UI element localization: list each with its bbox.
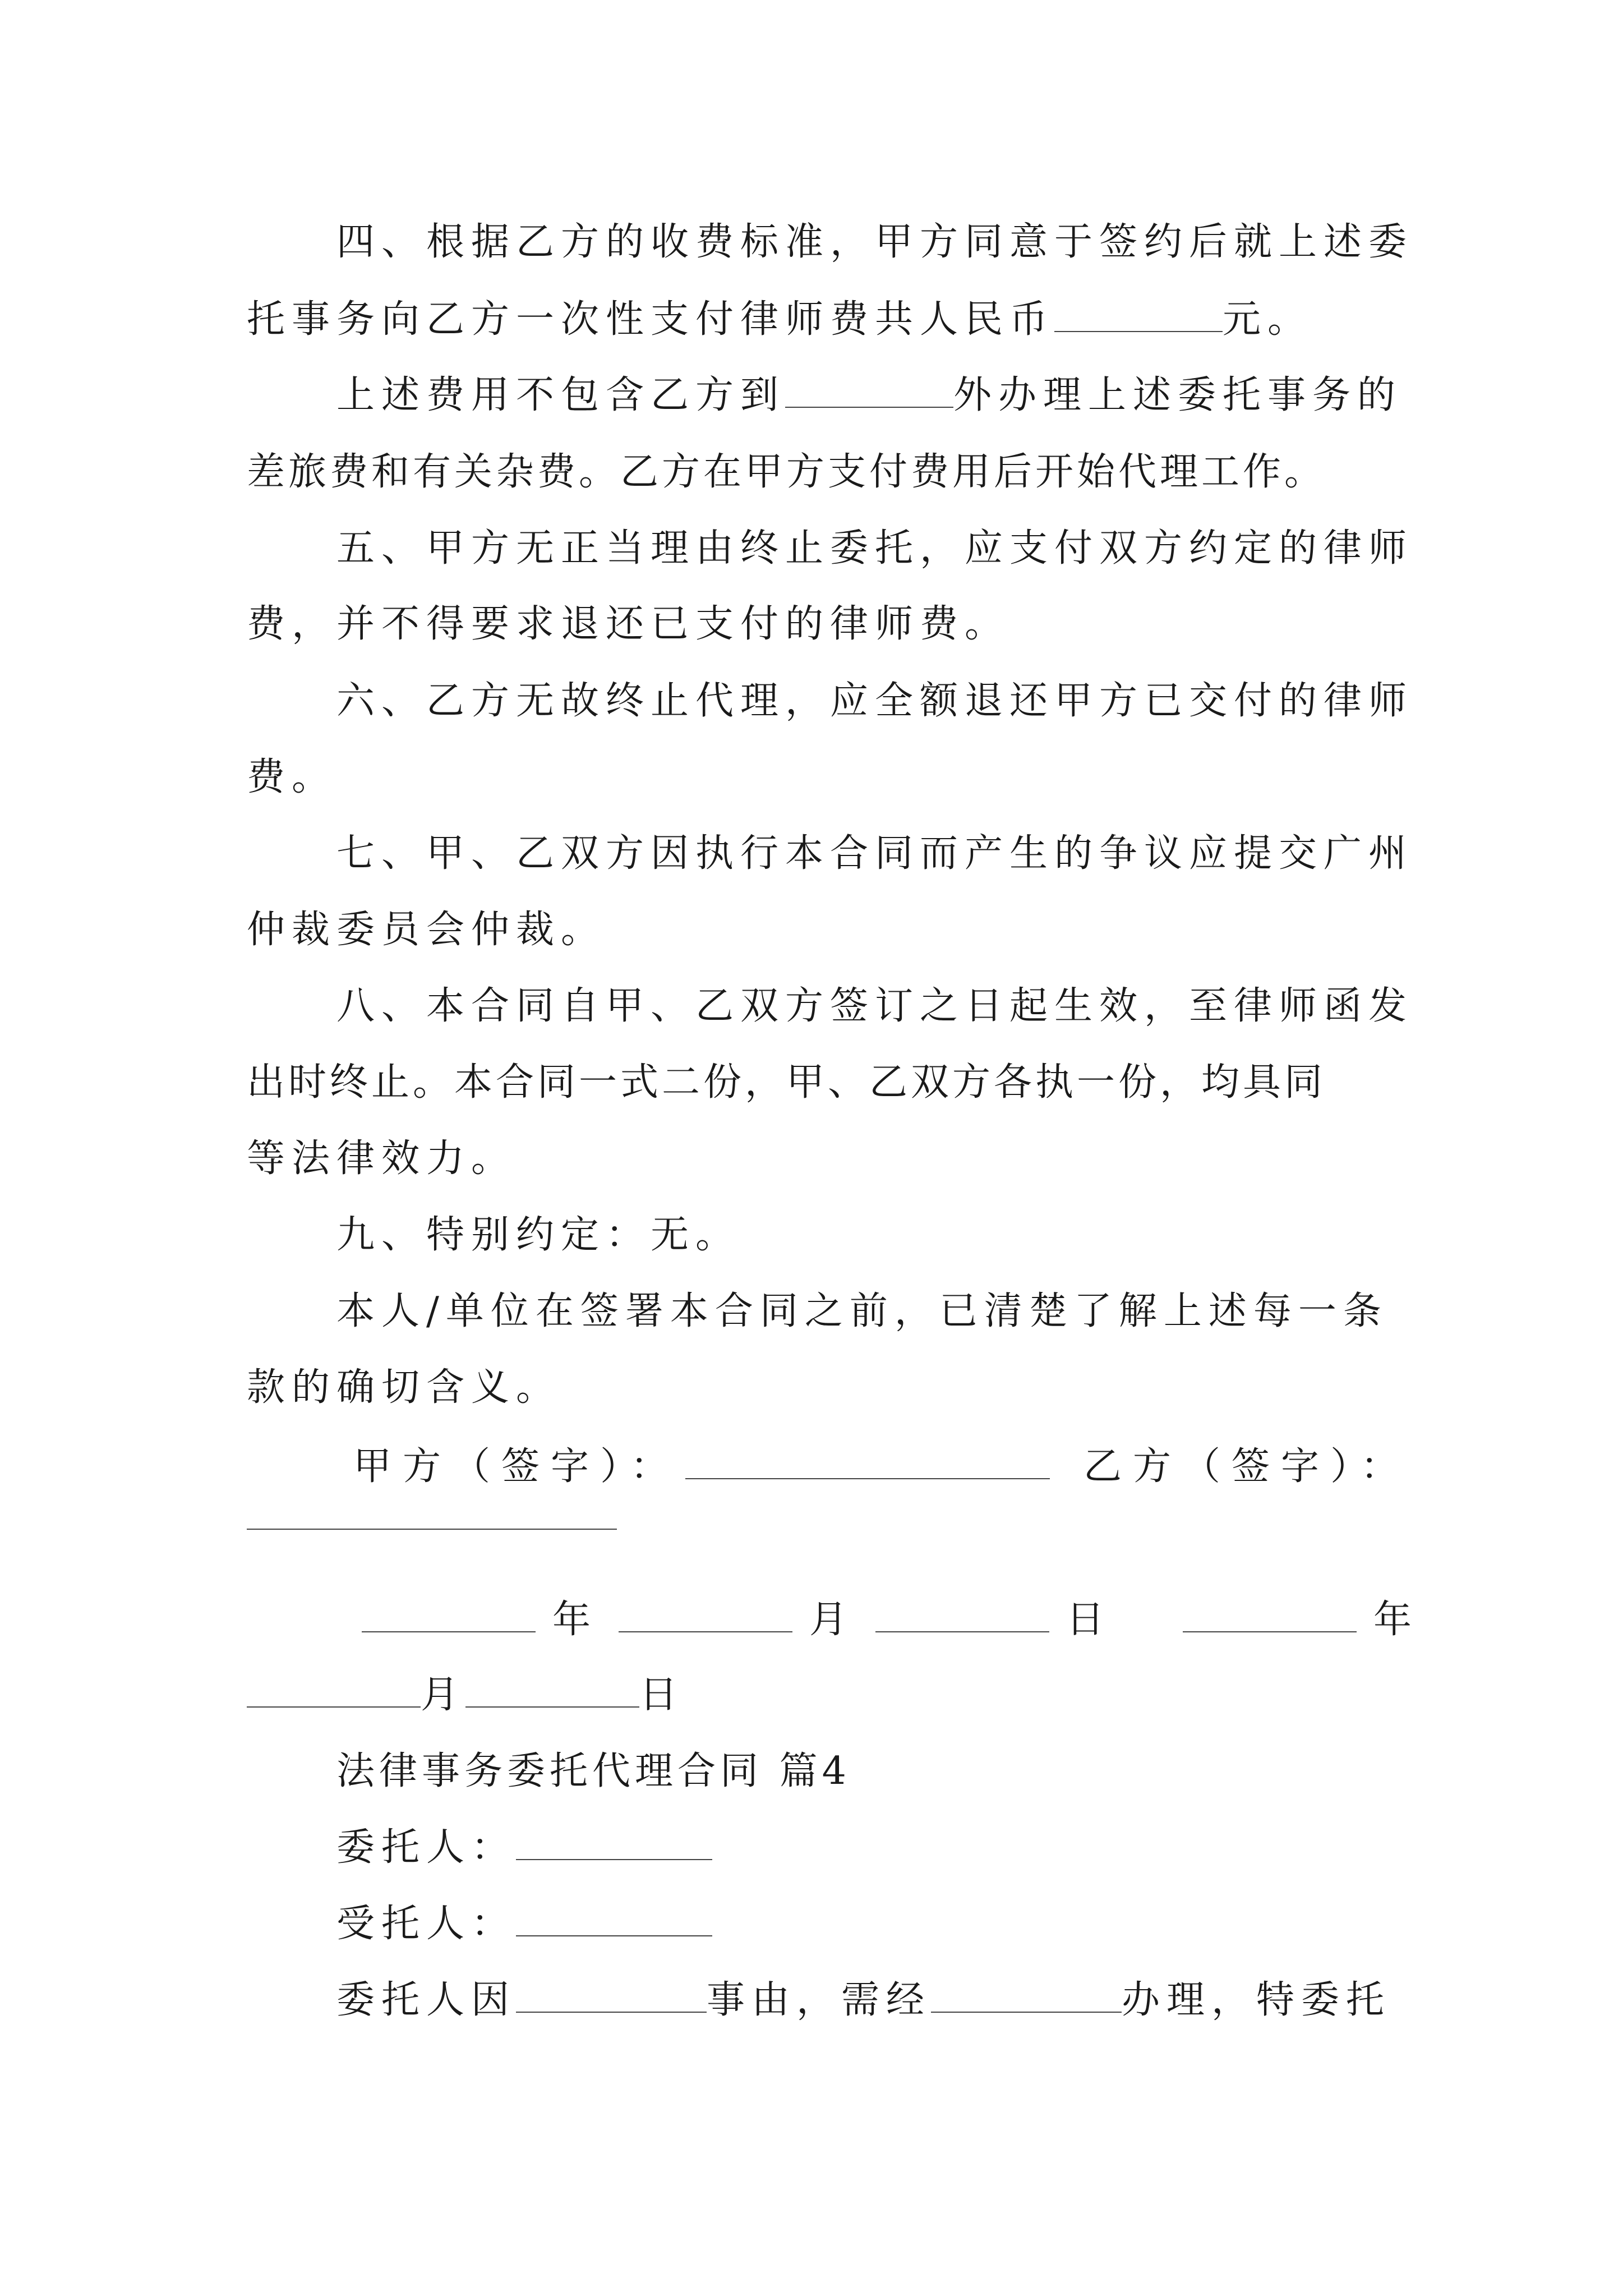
handler-blank[interactable] — [931, 1978, 1122, 2013]
entrust-reason-line: 委托人因 事由，需经 办理，特委托 — [336, 1978, 1391, 2022]
client-line: 委托人： — [247, 1820, 1385, 1876]
party-a-year-blank[interactable] — [362, 1598, 536, 1632]
clause-eight-line-1: 八、本合同自甲、乙双方签订之日起生效，至律师函发 — [336, 984, 1414, 1028]
clause-six-line-1: 六、乙方无故终止代理，应全额退还甲方已交付的律师 — [336, 679, 1414, 723]
agent-line: 受托人： — [247, 1896, 1385, 1952]
clause-five-line-1: 五、甲方无正当理由终止委托，应支付双方约定的律师 — [336, 526, 1414, 570]
paragraph-fee-line-1: 四、根据乙方的收费标准，甲方同意于签约后就上述委 — [336, 220, 1414, 264]
party-b-year-blank[interactable] — [1183, 1598, 1357, 1632]
section-heading: 法律事务委托代理合同 篇4 — [336, 1749, 851, 1793]
acknowledgement-line-2: 款的确切含义。 — [247, 1365, 561, 1410]
agent-blank[interactable] — [516, 1902, 712, 1936]
party-a-month-blank[interactable] — [619, 1598, 792, 1632]
date-line-1: 年 月 日 年 — [247, 1592, 1385, 1648]
clause-five-line-2: 费，并不得要求退还已支付的律师费。 — [247, 602, 1010, 646]
party-b-day-blank[interactable] — [465, 1673, 639, 1708]
party-a-day-blank[interactable] — [875, 1598, 1049, 1632]
party-b-signature-blank[interactable] — [247, 1529, 617, 1530]
clause-nine: 九、特别约定：无。 — [336, 1213, 741, 1257]
clause-eight-line-3: 等法律效力。 — [247, 1137, 517, 1181]
clause-seven-line-2: 仲裁委员会仲裁。 — [247, 908, 606, 952]
party-b-month-blank[interactable] — [247, 1673, 421, 1708]
amount-blank[interactable] — [1054, 297, 1223, 332]
clause-eight-line-2: 出时终止。本合同一式二份，甲、乙双方各执一份，均具同 — [247, 1060, 1326, 1105]
reason-blank[interactable] — [516, 1978, 707, 2013]
clause-six-line-2: 费。 — [247, 755, 337, 799]
party-b-signature-label: 乙方（签字）： — [1083, 1444, 1410, 1489]
party-a-signature-blank[interactable] — [685, 1444, 1050, 1479]
paragraph-expense-line-2: 差旅费和有关杂费。乙方在甲方支付费用后开始代理工作。 — [247, 450, 1326, 494]
client-blank[interactable] — [516, 1825, 712, 1860]
paragraph-fee-line-2: 托事务向乙方一次性支付律师费共人民币 元。 — [247, 297, 1313, 342]
location-blank[interactable] — [785, 373, 953, 408]
acknowledgement-line-1: 本人/单位在签署本合同之前，已清楚了解上述每一条 — [336, 1289, 1388, 1333]
party-a-signature-label: 甲方（签字）： — [353, 1444, 680, 1489]
paragraph-expense-line-1: 上述费用不包含乙方到 外办理上述委托事务的 — [336, 373, 1403, 417]
clause-seven-line-1: 七、甲、乙双方因执行本合同而产生的争议应提交广州 — [336, 831, 1414, 876]
date-line-2: 月 日 — [247, 1667, 1385, 1723]
signature-line — [247, 1439, 1410, 1495]
